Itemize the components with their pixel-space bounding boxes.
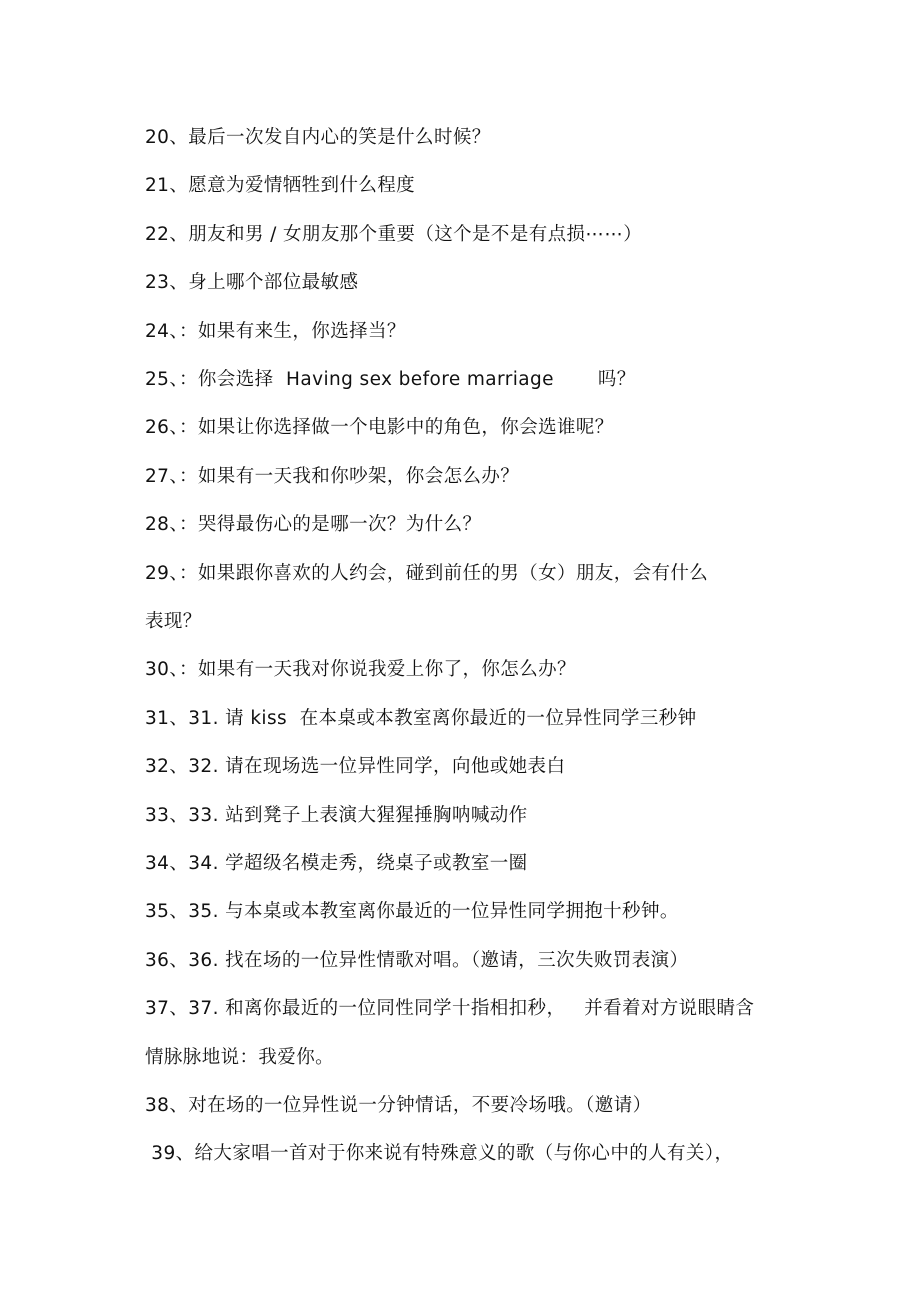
- question-30: 30、：如果有一天我对你说我爱上你了，你怎么办？: [145, 659, 576, 680]
- question-29: 29、：如果跟你喜欢的人约会，碰到前任的男（女）朋友，会有什么: [145, 563, 709, 584]
- question-37-continued: 情脉脉地说：我爱你。: [145, 1047, 335, 1068]
- question-29-continued: 表现？: [145, 611, 202, 632]
- question-37: 37、37. 和离你最近的一位同性同学十指相扣秒， 并看着对方说眼睛含: [145, 998, 755, 1019]
- question-33: 33、33. 站到凳子上表演大猩猩捶胸呐喊动作: [145, 805, 528, 826]
- question-32: 32、32. 请在现场选一位异性同学，向他或她表白: [145, 756, 566, 777]
- question-34: 34、34. 学超级名模走秀，绕桌子或教室一圈: [145, 853, 528, 874]
- question-26: 26、：如果让你选择做一个电影中的角色，你会选谁呢？: [145, 417, 614, 438]
- question-21: 21、愿意为爱情牺牲到什么程度: [145, 175, 416, 196]
- question-35: 35、35. 与本桌或本教室离你最近的一位异性同学拥抱十秒钟。: [145, 901, 679, 922]
- question-39: 39、给大家唱一首对于你来说有特殊意义的歌（与你心中的人有关），: [145, 1143, 734, 1164]
- question-20: 20、最后一次发自内心的笑是什么时候？: [145, 127, 491, 148]
- question-36: 36、36. 找在场的一位异性情歌对唱。（邀请，三次失败罚表演）: [145, 950, 689, 971]
- question-23: 23、身上哪个部位最敏感: [145, 272, 359, 293]
- question-31: 31、31. 请 kiss 在本桌或本教室离你最近的一位异性同学三秒钟: [145, 708, 697, 729]
- question-27: 27、：如果有一天我和你吵架，你会怎么办？: [145, 466, 520, 487]
- question-38: 38、对在场的一位异性说一分钟情话，不要冷场哦。（邀请）: [145, 1095, 652, 1116]
- question-28: 28、：哭得最伤心的是哪一次？为什么？: [145, 514, 482, 535]
- question-24: 24、：如果有来生，你选择当？: [145, 321, 406, 342]
- question-22: 22、朋友和男 / 女朋友那个重要（这个是不是有点损⋯⋯）: [145, 224, 643, 245]
- question-25: 25、：你会选择 Having sex before marriage 吗？: [145, 369, 636, 390]
